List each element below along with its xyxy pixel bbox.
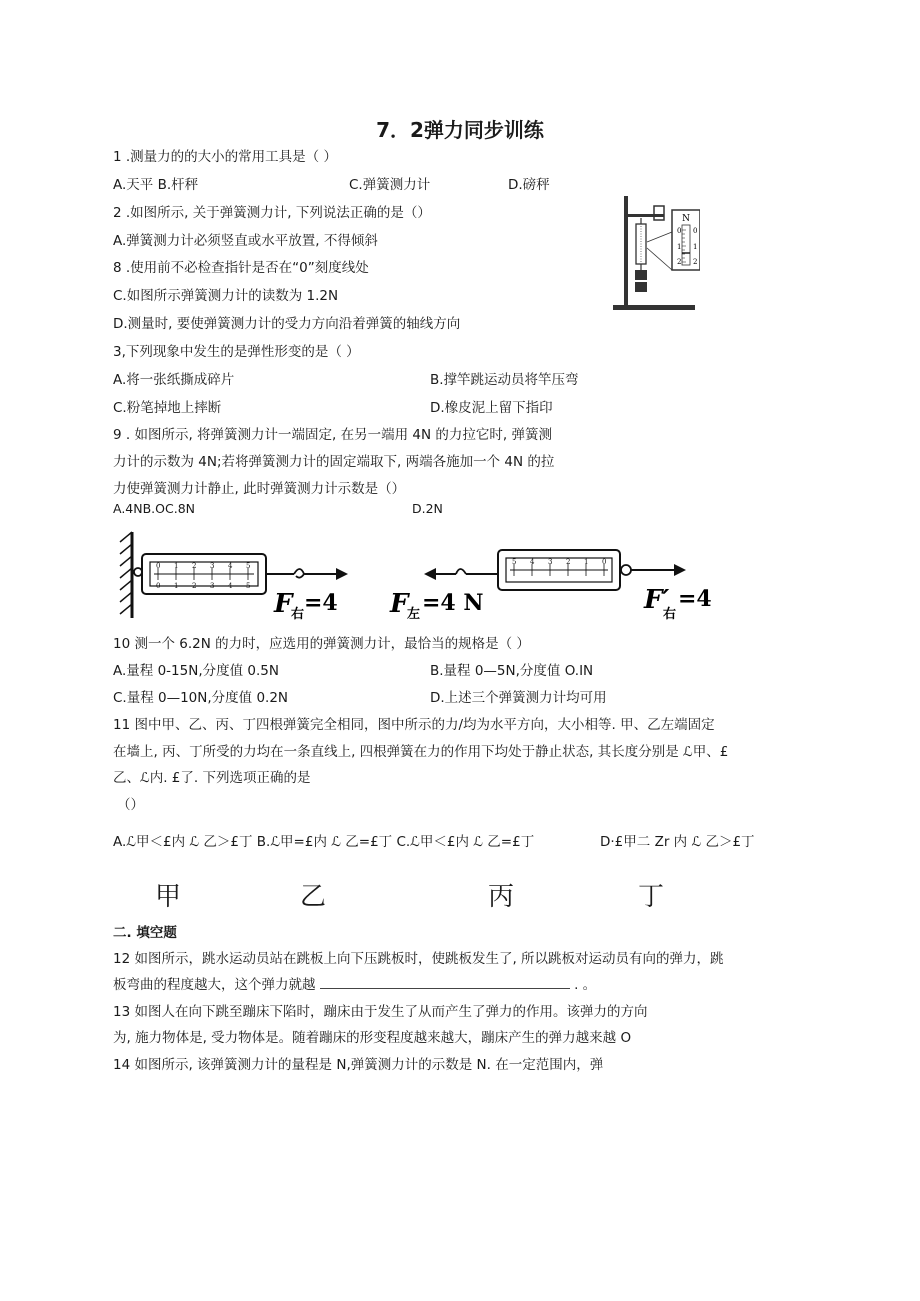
q11-label-yi: 乙 (300, 882, 327, 912)
scale-tick-label: 1 (677, 243, 682, 251)
q11-label-jia: 甲 (155, 882, 182, 912)
question-9-line: 力计的示数为 4N;若将弹簧测力计的固定端取下, 两端各施加一个 4N 的拉 (113, 454, 555, 470)
q10-option-c: C.量程 0—10N,分度值 0.2N (113, 690, 289, 706)
q3-option-c: C.粉笔掉地上摔断 (113, 400, 222, 416)
q10-option-a: A.量程 0-15N,分度值 0.5N (113, 663, 279, 679)
mid-force-label-val: =4 N (422, 590, 484, 616)
question-13-line: 13 如图人在向下跳至蹦床下陷时，蹦床由于发生了从而产生了弹力的作用。该弹力的方向 (113, 1004, 648, 1020)
q3-option-d: D.橡皮泥上留下指印 (430, 400, 553, 416)
question-11-line: 11 图中甲、乙、丙、丁四根弹簧完全相同，图中所示的力/均为水平方向，大小相等. 甲、乙左端固定 (113, 717, 715, 733)
scale-number: 4 (228, 582, 233, 590)
scale-number: 0 (602, 558, 607, 566)
scale-tick-label: 0 (693, 227, 698, 235)
answer-blank[interactable] (320, 976, 570, 989)
q10-option-d: D.上述三个弹簧测力计均可用 (430, 690, 607, 706)
scale-number: 5 (246, 582, 251, 590)
q12-line2-text: 板弯曲的程度越大，这个弹力就越 (113, 977, 316, 993)
scale-number: 3 (548, 558, 553, 566)
right-force-label-val: =4 (678, 586, 712, 612)
stand-arm (624, 214, 664, 217)
scale-number: 5 (246, 562, 251, 570)
q2-figure-spring-scale (610, 192, 700, 316)
question-10-stem: 10 测一个 6.2N 的力时，应选用的弹簧测力计，最恰当的规格是（ ） (113, 636, 530, 652)
page-title: 7．2弹力同步训练 (376, 118, 544, 142)
scale-tick-label: 2 (677, 258, 682, 266)
question-11-line: （） (117, 797, 144, 813)
scale-number: 1 (174, 582, 179, 590)
weight-2 (635, 282, 647, 292)
q2-option-a: A.弹簧测力计必须竖直或水平放置, 不得倾斜 (113, 233, 378, 249)
scale-number: 5 (512, 558, 517, 566)
scale-number: 2 (192, 582, 197, 590)
question-11-line: 在墙上, 丙、丁所受的力均在一条直线上, 四根弹簧在力的作用下均处于静止状态, 其长度分别是 ℒ甲、£ (113, 744, 729, 760)
scale-number: 4 (228, 562, 233, 570)
mid-force-label-f: F (390, 589, 409, 619)
question-14-line: 14 如图所示, 该弹簧测力计的量程是 N,弹簧测力计的示数是 N. 在一定范围内，弹 (113, 1057, 604, 1073)
scale-unit-label: N (682, 214, 690, 224)
q2-option-b: 8 .使用前不必检查指针是否在“0”刻度线处 (113, 260, 369, 276)
question-12-line: 12 如图所示，跳水运动员站在跳板上向下压跳板时，使跳板发生了, 所以跳板对运动员有向的弹力，跳 (113, 951, 724, 967)
scale-number: 2 (566, 558, 571, 566)
scale-number: 1 (584, 558, 589, 566)
q1-option-d: D.磅秤 (508, 177, 550, 193)
scale-number: 1 (174, 562, 179, 570)
scale-number: 4 (530, 558, 535, 566)
question-3-stem: 3,下列现象中发生的是弹性形变的是（ ） (113, 344, 360, 360)
question-2-stem: 2 .如图所示, 关于弹簧测力计, 下列说法正确的是（） (113, 205, 431, 221)
q11-label-ding: 丁 (638, 882, 665, 912)
scale-tick-label: 2 (693, 258, 698, 266)
question-13-line: 为, 施力物体是, 受力物体是。随着蹦床的形变程度越来越大，蹦床产生的弹力越来越 O (113, 1030, 632, 1046)
clamp (654, 206, 664, 220)
left-force-label-f: F (274, 589, 293, 619)
q1-option-ab: A.天平 B.杆秤 (113, 177, 199, 193)
scale-number: 3 (210, 562, 215, 570)
question-1-stem: 1 .测量力的的大小的常用工具是（ ） (113, 149, 337, 165)
right-force-label-sub: 右 (663, 607, 677, 622)
scale-tick-label: 0 (677, 227, 682, 235)
scale-number: 0 (156, 582, 161, 590)
left-force-label-sub: 右 (291, 607, 305, 622)
q9-option-abc: A.4NB.OC.8N (113, 501, 196, 516)
scale-tick-label: 1 (693, 243, 698, 251)
q9-option-d: D.2N (412, 501, 443, 516)
q12-line2-end: . 。 (574, 977, 597, 993)
left-force-label-val: =4 (304, 590, 338, 616)
question-12-line2 (113, 976, 596, 994)
scale-number: 3 (210, 582, 215, 590)
q10-option-b: B.量程 0—5N,分度值 O.IN (430, 663, 594, 679)
q11-option-abc: A.ℒ甲＜£内 ℒ 乙＞£丁 B.ℒ甲=£内 ℒ 乙=£丁 C.ℒ甲＜£内 ℒ 乙=£丁 (113, 834, 535, 850)
stand-pole (624, 196, 628, 306)
q11-option-d: D·£甲二 Zr 内 ℒ 乙＞£丁 (600, 834, 755, 850)
q2-option-c: C.如图所示弹簧测力计的读数为 1.2N (113, 288, 339, 304)
scale-number: 2 (192, 562, 197, 570)
mid-force-label-sub: 左 (407, 607, 421, 622)
question-9-line: 力使弹簧测力计静止, 此时弹簧测力计示数是（） (113, 481, 406, 497)
q3-option-b: B.撑竿跳运动员将竿压弯 (430, 372, 579, 388)
scale-number: 0 (156, 562, 161, 570)
section-heading: 二. 填空题 (113, 925, 177, 941)
weight-1 (635, 270, 647, 280)
q11-label-bing: 丙 (488, 882, 515, 912)
q9-figure-spring-scales (118, 528, 720, 622)
q3-option-a: A.将一张纸撕成碎片 (113, 372, 235, 388)
question-9-line: 9 . 如图所示, 将弹簧测力计一端固定, 在另一端用 4N 的力拉它时, 弹簧测 (113, 427, 552, 443)
q2-option-d: D.测量时, 要使弹簧测力计的受力方向沿着弹簧的轴线方向 (113, 316, 461, 332)
q1-option-c: C.弹簧测力计 (349, 177, 431, 193)
question-11-line: 乙、ℒ内. £了. 下列选项正确的是 (113, 770, 311, 786)
right-force-label-f: F′ (644, 585, 670, 615)
wall-hatching (120, 532, 132, 614)
